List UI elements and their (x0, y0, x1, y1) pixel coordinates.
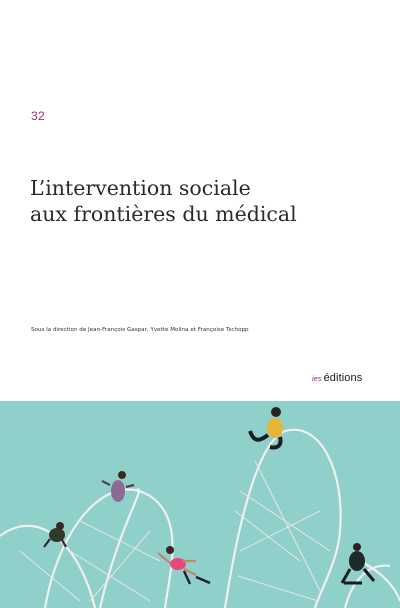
book-title (30, 175, 370, 227)
publisher-name: éditions (323, 372, 363, 384)
publisher-logo (312, 372, 362, 388)
series-number: 32 (31, 109, 45, 123)
cover-photo (0, 401, 400, 608)
title-line-1: L’intervention sociale (30, 176, 251, 200)
editors-credit: Sous la direction de Jean-François Gaspar, Yvette Molina et Françoise Tschopp (31, 327, 249, 333)
title-line-2: aux frontières du médical (30, 202, 297, 226)
publisher-prefix: ies (312, 374, 322, 383)
